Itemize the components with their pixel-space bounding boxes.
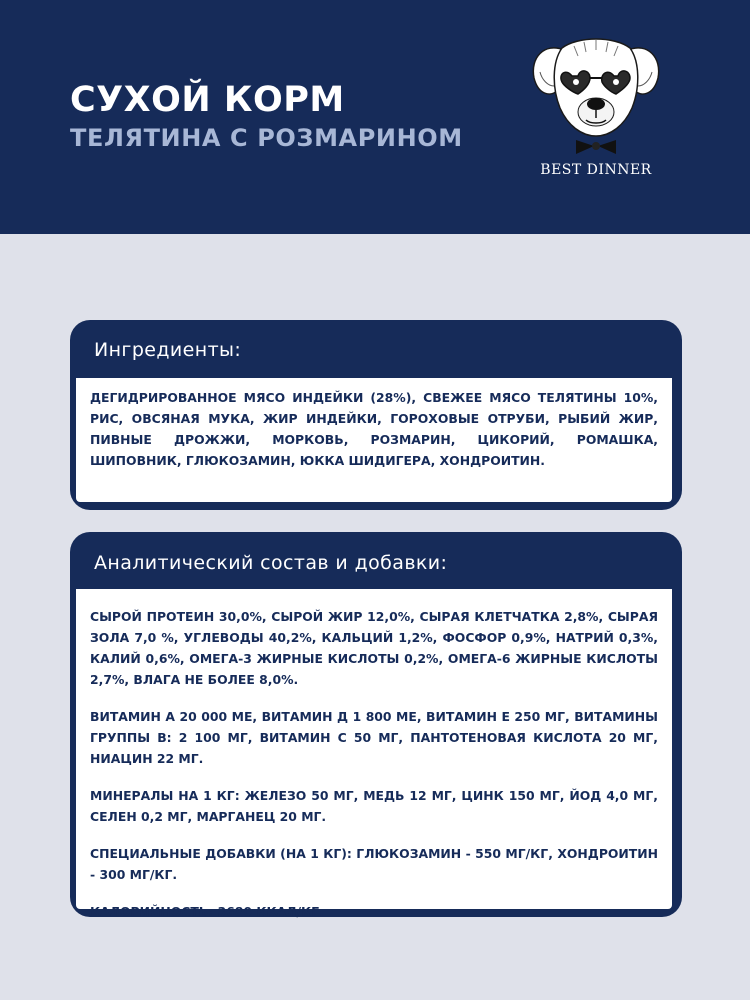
analysis-minerals: МИНЕРАЛЫ НА 1 КГ: ЖЕЛЕЗО 50 МГ, МЕДЬ 12 МГ, ЦИНК 150 МГ, ЙОД 4,0 МГ, СЕЛЕН 0,2 МГ, МАРГАНЕЦ 20 МГ.: [90, 788, 658, 824]
page-subtitle: ТЕЛЯТИНА С РОЗМАРИНОМ: [70, 124, 463, 152]
brand-name: BEST DINNER: [540, 162, 652, 178]
analysis-body: [76, 589, 672, 919]
page-title: СУХОЙ КОРМ: [70, 80, 345, 120]
ingredients-card: [70, 320, 682, 510]
header-banner: [0, 0, 750, 234]
analysis-additives: СПЕЦИАЛЬНЫЕ ДОБАВКИ (НА 1 КГ): ГЛЮКОЗАМИН - 550 МГ/КГ, ХОНДРОИТИН - 300 МГ/КГ.: [90, 846, 658, 882]
ingredients-body: [76, 378, 672, 502]
analysis-calories: КАЛОРИЙНОСТЬ: 3680 ККАЛ/КГ.: [90, 904, 324, 919]
analysis-card: [70, 532, 682, 917]
dog-with-glasses-icon: [524, 32, 668, 162]
analysis-heading: Аналитический состав и добавки:: [94, 552, 448, 574]
ingredients-text: ДЕГИДРИРОВАННОЕ МЯСО ИНДЕЙКИ (28%), СВЕЖЕЕ МЯСО ТЕЛЯТИНЫ 10%, РИС, ОВСЯНАЯ МУКА, ЖИР ИНДЕЙКИ, ГОРОХОВЫЕ ОТРУБИ, РЫБИЙ ЖИР, ПИВНЫЕ ДРОЖЖИ, МОРКОВЬ, РОЗМАРИН, ЦИКОРИЙ, РОМАШКА, ШИПОВНИК, ГЛЮКОЗАМИН, ЮККА ШИДИГЕРА, ХОНДРОИТИН.: [90, 390, 658, 468]
brand-logo: [524, 32, 668, 192]
ingredients-heading: Ингредиенты:: [94, 339, 242, 361]
analysis-composition: СЫРОЙ ПРОТЕИН 30,0%, СЫРОЙ ЖИР 12,0%, СЫРАЯ КЛЕТЧАТКА 2,8%, СЫРАЯ ЗОЛА 7,0 %, УГЛЕВОДЫ 40,2%, КАЛЬЦИЙ 1,2%, ФОСФОР 0,9%, НАТРИЙ 0,3%, КАЛИЙ 0,6%, ОМЕГА-3 ЖИРНЫЕ КИСЛОТЫ 0,2%, ОМЕГА-6 ЖИРНЫЕ КИСЛОТЫ 2,7%, ВЛАГА НЕ БОЛЕЕ 8,0%.: [90, 609, 658, 687]
analysis-vitamins: ВИТАМИН А 20 000 МЕ, ВИТАМИН Д 1 800 МЕ, ВИТАМИН Е 250 МГ, ВИТАМИНЫ ГРУППЫ В: 2 100 МГ, ВИТАМИН С 50 МГ, ПАНТОТЕНОВАЯ КИСЛОТА 20 МГ, НИАЦИН 22 МГ.: [90, 709, 658, 766]
